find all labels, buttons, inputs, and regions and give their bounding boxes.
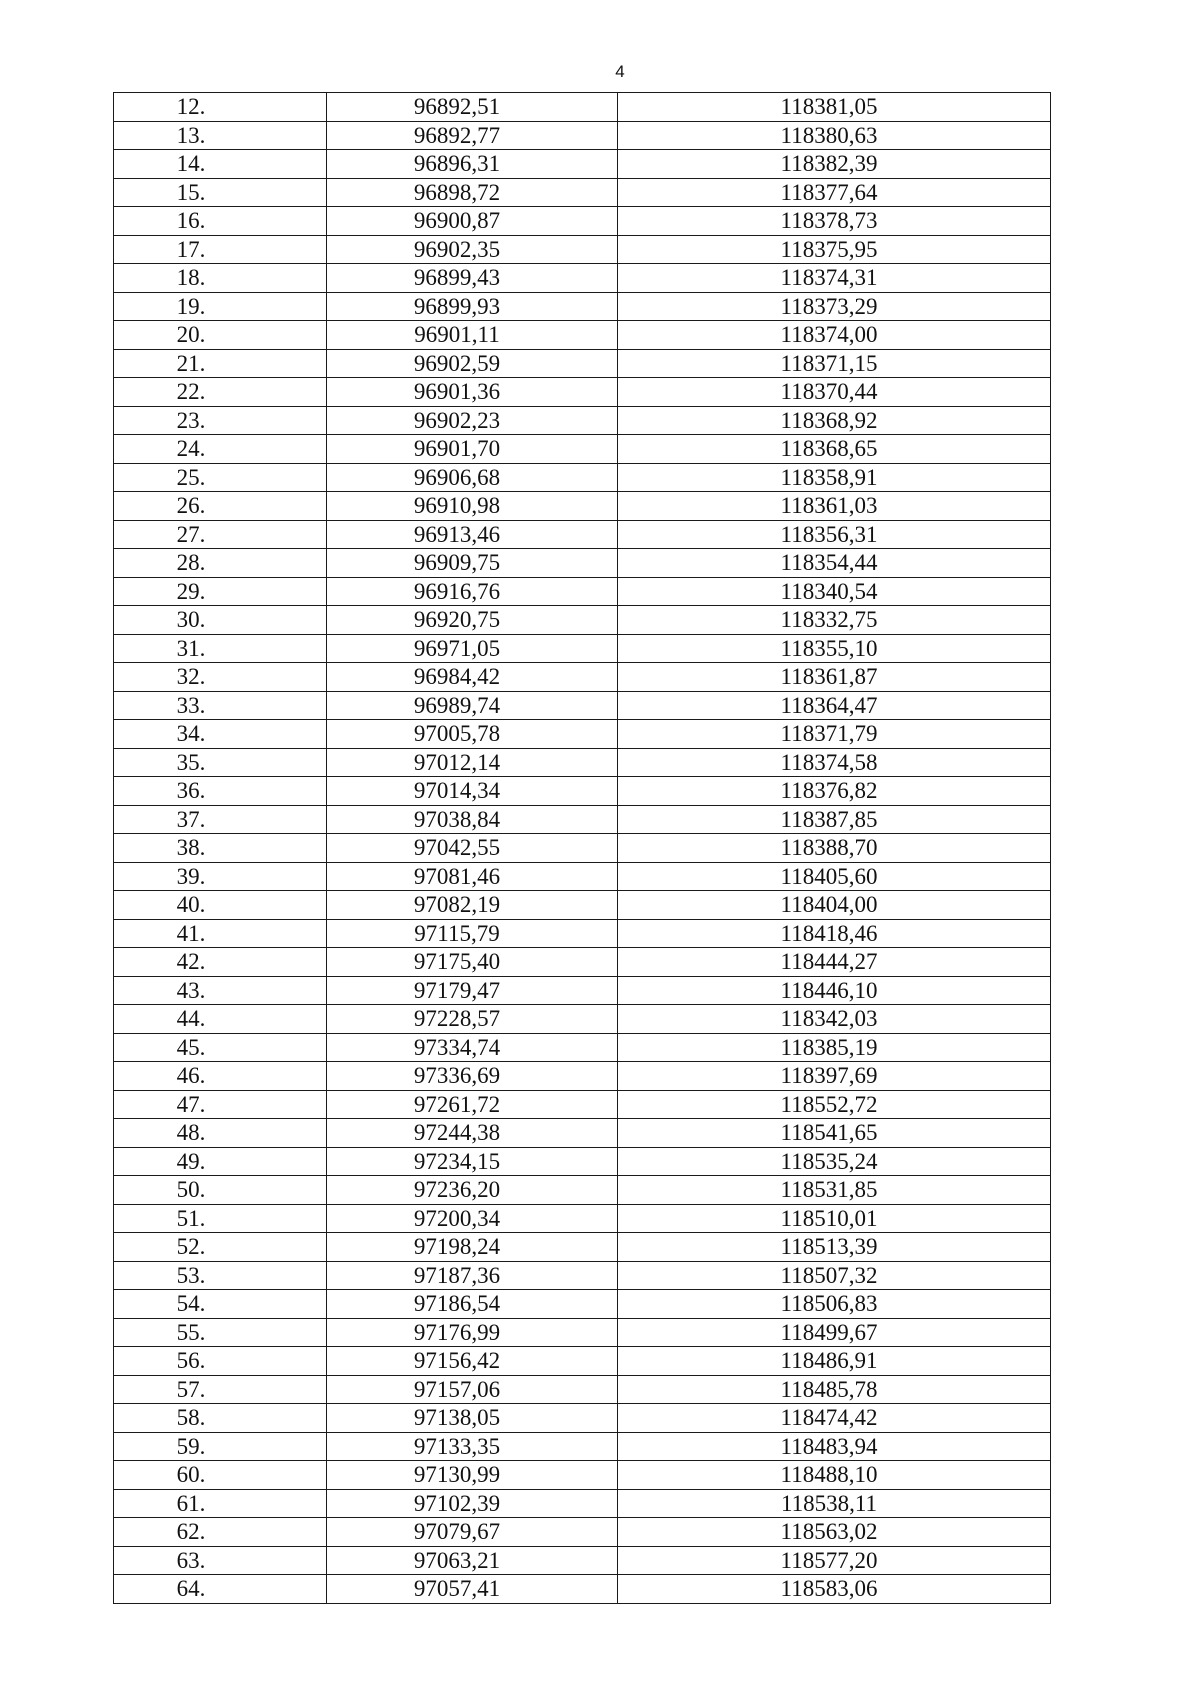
table-row: [114, 1290, 1051, 1319]
table-row: [114, 919, 1051, 948]
y-coordinate-cell: 118563,02: [618, 1518, 1051, 1547]
x-coordinate-cell: 97261,72: [327, 1090, 618, 1119]
y-coordinate-cell: 118340,54: [618, 577, 1051, 606]
point-number-cell: 38.: [114, 834, 327, 863]
x-coordinate-cell: 97200,34: [327, 1204, 618, 1233]
x-coordinate-cell: 96892,77: [327, 121, 618, 150]
point-number-cell: 31.: [114, 634, 327, 663]
y-coordinate-cell: 118577,20: [618, 1546, 1051, 1575]
point-number-cell: 55.: [114, 1318, 327, 1347]
x-coordinate-cell: 97187,36: [327, 1261, 618, 1290]
point-number-cell: 51.: [114, 1204, 327, 1233]
point-number-cell: 47.: [114, 1090, 327, 1119]
x-coordinate-cell: 97244,38: [327, 1119, 618, 1148]
y-coordinate-cell: 118375,95: [618, 235, 1051, 264]
x-coordinate-cell: 97057,41: [327, 1575, 618, 1604]
point-number-cell: 36.: [114, 777, 327, 806]
y-coordinate-cell: 118446,10: [618, 976, 1051, 1005]
point-number-cell: 64.: [114, 1575, 327, 1604]
y-coordinate-cell: 118418,46: [618, 919, 1051, 948]
table-row: [114, 1518, 1051, 1547]
point-number-cell: 42.: [114, 948, 327, 977]
point-number-cell: 46.: [114, 1062, 327, 1091]
table-row: [114, 1204, 1051, 1233]
table-row: [114, 748, 1051, 777]
x-coordinate-cell: 97198,24: [327, 1233, 618, 1262]
y-coordinate-cell: 118385,19: [618, 1033, 1051, 1062]
point-number-cell: 17.: [114, 235, 327, 264]
point-number-cell: 23.: [114, 406, 327, 435]
table-row: [114, 862, 1051, 891]
table-row: [114, 834, 1051, 863]
y-coordinate-cell: 118552,72: [618, 1090, 1051, 1119]
y-coordinate-cell: 118373,29: [618, 292, 1051, 321]
table-row: [114, 235, 1051, 264]
x-coordinate-cell: 96902,59: [327, 349, 618, 378]
table-row: [114, 1318, 1051, 1347]
coordinates-table-body: [114, 93, 1051, 1604]
point-number-cell: 62.: [114, 1518, 327, 1547]
x-coordinate-cell: 96916,76: [327, 577, 618, 606]
table-row: [114, 292, 1051, 321]
y-coordinate-cell: 118364,47: [618, 691, 1051, 720]
y-coordinate-cell: 118374,31: [618, 264, 1051, 293]
table-row: [114, 549, 1051, 578]
point-number-cell: 39.: [114, 862, 327, 891]
table-row: [114, 1575, 1051, 1604]
point-number-cell: 61.: [114, 1489, 327, 1518]
y-coordinate-cell: 118499,67: [618, 1318, 1051, 1347]
point-number-cell: 34.: [114, 720, 327, 749]
point-number-cell: 53.: [114, 1261, 327, 1290]
point-number-cell: 21.: [114, 349, 327, 378]
x-coordinate-cell: 96892,51: [327, 93, 618, 122]
y-coordinate-cell: 118535,24: [618, 1147, 1051, 1176]
y-coordinate-cell: 118474,42: [618, 1404, 1051, 1433]
y-coordinate-cell: 118483,94: [618, 1432, 1051, 1461]
y-coordinate-cell: 118358,91: [618, 463, 1051, 492]
x-coordinate-cell: 96898,72: [327, 178, 618, 207]
table-row: [114, 1432, 1051, 1461]
table-row: [114, 492, 1051, 521]
x-coordinate-cell: 96901,36: [327, 378, 618, 407]
x-coordinate-cell: 97334,74: [327, 1033, 618, 1062]
table-row: [114, 520, 1051, 549]
x-coordinate-cell: 96906,68: [327, 463, 618, 492]
x-coordinate-cell: 96900,87: [327, 207, 618, 236]
point-number-cell: 28.: [114, 549, 327, 578]
x-coordinate-cell: 97336,69: [327, 1062, 618, 1091]
table-row: [114, 321, 1051, 350]
point-number-cell: 56.: [114, 1347, 327, 1376]
y-coordinate-cell: 118397,69: [618, 1062, 1051, 1091]
table-row: [114, 606, 1051, 635]
table-row: [114, 1347, 1051, 1376]
table-row: [114, 1033, 1051, 1062]
point-number-cell: 15.: [114, 178, 327, 207]
point-number-cell: 49.: [114, 1147, 327, 1176]
x-coordinate-cell: 96902,35: [327, 235, 618, 264]
x-coordinate-cell: 97063,21: [327, 1546, 618, 1575]
x-coordinate-cell: 97102,39: [327, 1489, 618, 1518]
point-number-cell: 16.: [114, 207, 327, 236]
y-coordinate-cell: 118377,64: [618, 178, 1051, 207]
table-row: [114, 349, 1051, 378]
table-row: [114, 976, 1051, 1005]
x-coordinate-cell: 97157,06: [327, 1375, 618, 1404]
point-number-cell: 57.: [114, 1375, 327, 1404]
x-coordinate-cell: 96901,11: [327, 321, 618, 350]
table-row: [114, 1261, 1051, 1290]
y-coordinate-cell: 118371,79: [618, 720, 1051, 749]
y-coordinate-cell: 118374,58: [618, 748, 1051, 777]
y-coordinate-cell: 118488,10: [618, 1461, 1051, 1490]
table-row: [114, 378, 1051, 407]
point-number-cell: 50.: [114, 1176, 327, 1205]
table-row: [114, 577, 1051, 606]
point-number-cell: 52.: [114, 1233, 327, 1262]
point-number-cell: 30.: [114, 606, 327, 635]
x-coordinate-cell: 96984,42: [327, 663, 618, 692]
x-coordinate-cell: 97175,40: [327, 948, 618, 977]
y-coordinate-cell: 118374,00: [618, 321, 1051, 350]
table-row: [114, 1147, 1051, 1176]
x-coordinate-cell: 97005,78: [327, 720, 618, 749]
point-number-cell: 45.: [114, 1033, 327, 1062]
y-coordinate-cell: 118371,15: [618, 349, 1051, 378]
x-coordinate-cell: 97228,57: [327, 1005, 618, 1034]
x-coordinate-cell: 96902,23: [327, 406, 618, 435]
y-coordinate-cell: 118583,06: [618, 1575, 1051, 1604]
x-coordinate-cell: 97082,19: [327, 891, 618, 920]
y-coordinate-cell: 118444,27: [618, 948, 1051, 977]
table-row: [114, 406, 1051, 435]
table-row: [114, 1404, 1051, 1433]
table-row: [114, 1461, 1051, 1490]
y-coordinate-cell: 118388,70: [618, 834, 1051, 863]
x-coordinate-cell: 96913,46: [327, 520, 618, 549]
x-coordinate-cell: 97156,42: [327, 1347, 618, 1376]
point-number-cell: 18.: [114, 264, 327, 293]
x-coordinate-cell: 97186,54: [327, 1290, 618, 1319]
x-coordinate-cell: 97012,14: [327, 748, 618, 777]
point-number-cell: 63.: [114, 1546, 327, 1575]
point-number-cell: 54.: [114, 1290, 327, 1319]
table-row: [114, 691, 1051, 720]
x-coordinate-cell: 97234,15: [327, 1147, 618, 1176]
y-coordinate-cell: 118378,73: [618, 207, 1051, 236]
y-coordinate-cell: 118355,10: [618, 634, 1051, 663]
point-number-cell: 19.: [114, 292, 327, 321]
table-row: [114, 1119, 1051, 1148]
x-coordinate-cell: 97236,20: [327, 1176, 618, 1205]
table-row: [114, 207, 1051, 236]
y-coordinate-cell: 118486,91: [618, 1347, 1051, 1376]
table-row: [114, 1062, 1051, 1091]
x-coordinate-cell: 96899,43: [327, 264, 618, 293]
point-number-cell: 43.: [114, 976, 327, 1005]
point-number-cell: 33.: [114, 691, 327, 720]
y-coordinate-cell: 118541,65: [618, 1119, 1051, 1148]
x-coordinate-cell: 96909,75: [327, 549, 618, 578]
table-row: [114, 634, 1051, 663]
y-coordinate-cell: 118382,39: [618, 150, 1051, 179]
point-number-cell: 27.: [114, 520, 327, 549]
y-coordinate-cell: 118387,85: [618, 805, 1051, 834]
y-coordinate-cell: 118368,92: [618, 406, 1051, 435]
table-row: [114, 1375, 1051, 1404]
y-coordinate-cell: 118510,01: [618, 1204, 1051, 1233]
x-coordinate-cell: 97176,99: [327, 1318, 618, 1347]
point-number-cell: 26.: [114, 492, 327, 521]
point-number-cell: 29.: [114, 577, 327, 606]
table-row: [114, 777, 1051, 806]
table-row: [114, 1090, 1051, 1119]
point-number-cell: 41.: [114, 919, 327, 948]
y-coordinate-cell: 118368,65: [618, 435, 1051, 464]
x-coordinate-cell: 97038,84: [327, 805, 618, 834]
point-number-cell: 12.: [114, 93, 327, 122]
point-number-cell: 32.: [114, 663, 327, 692]
point-number-cell: 44.: [114, 1005, 327, 1034]
table-row: [114, 663, 1051, 692]
table-row: [114, 463, 1051, 492]
table-row: [114, 720, 1051, 749]
x-coordinate-cell: 97138,05: [327, 1404, 618, 1433]
y-coordinate-cell: 118513,39: [618, 1233, 1051, 1262]
page-number: 4: [615, 62, 625, 81]
point-number-cell: 35.: [114, 748, 327, 777]
x-coordinate-cell: 97079,67: [327, 1518, 618, 1547]
coordinates-table: [113, 92, 1051, 1604]
table-row: [114, 121, 1051, 150]
y-coordinate-cell: 118342,03: [618, 1005, 1051, 1034]
y-coordinate-cell: 118354,44: [618, 549, 1051, 578]
x-coordinate-cell: 97042,55: [327, 834, 618, 863]
point-number-cell: 25.: [114, 463, 327, 492]
x-coordinate-cell: 97115,79: [327, 919, 618, 948]
y-coordinate-cell: 118361,87: [618, 663, 1051, 692]
point-number-cell: 24.: [114, 435, 327, 464]
point-number-cell: 14.: [114, 150, 327, 179]
y-coordinate-cell: 118376,82: [618, 777, 1051, 806]
y-coordinate-cell: 118531,85: [618, 1176, 1051, 1205]
y-coordinate-cell: 118538,11: [618, 1489, 1051, 1518]
table-row: [114, 264, 1051, 293]
table-row: [114, 1546, 1051, 1575]
x-coordinate-cell: 96920,75: [327, 606, 618, 635]
x-coordinate-cell: 97014,34: [327, 777, 618, 806]
table-row: [114, 1233, 1051, 1262]
point-number-cell: 58.: [114, 1404, 327, 1433]
y-coordinate-cell: 118507,32: [618, 1261, 1051, 1290]
table-row: [114, 1489, 1051, 1518]
y-coordinate-cell: 118332,75: [618, 606, 1051, 635]
table-row: [114, 805, 1051, 834]
point-number-cell: 22.: [114, 378, 327, 407]
y-coordinate-cell: 118380,63: [618, 121, 1051, 150]
x-coordinate-cell: 96899,93: [327, 292, 618, 321]
x-coordinate-cell: 96901,70: [327, 435, 618, 464]
table-row: [114, 435, 1051, 464]
x-coordinate-cell: 96896,31: [327, 150, 618, 179]
table-row: [114, 948, 1051, 977]
x-coordinate-cell: 96989,74: [327, 691, 618, 720]
y-coordinate-cell: 118506,83: [618, 1290, 1051, 1319]
point-number-cell: 40.: [114, 891, 327, 920]
point-number-cell: 60.: [114, 1461, 327, 1490]
y-coordinate-cell: 118405,60: [618, 862, 1051, 891]
x-coordinate-cell: 96971,05: [327, 634, 618, 663]
table-row: [114, 178, 1051, 207]
point-number-cell: 37.: [114, 805, 327, 834]
table-row: [114, 891, 1051, 920]
x-coordinate-cell: 97130,99: [327, 1461, 618, 1490]
y-coordinate-cell: 118485,78: [618, 1375, 1051, 1404]
point-number-cell: 13.: [114, 121, 327, 150]
y-coordinate-cell: 118404,00: [618, 891, 1051, 920]
x-coordinate-cell: 96910,98: [327, 492, 618, 521]
y-coordinate-cell: 118356,31: [618, 520, 1051, 549]
point-number-cell: 48.: [114, 1119, 327, 1148]
table-row: [114, 1176, 1051, 1205]
point-number-cell: 59.: [114, 1432, 327, 1461]
x-coordinate-cell: 97133,35: [327, 1432, 618, 1461]
y-coordinate-cell: 118381,05: [618, 93, 1051, 122]
y-coordinate-cell: 118370,44: [618, 378, 1051, 407]
table-row: [114, 93, 1051, 122]
table-row: [114, 150, 1051, 179]
x-coordinate-cell: 97081,46: [327, 862, 618, 891]
y-coordinate-cell: 118361,03: [618, 492, 1051, 521]
x-coordinate-cell: 97179,47: [327, 976, 618, 1005]
point-number-cell: 20.: [114, 321, 327, 350]
table-row: [114, 1005, 1051, 1034]
